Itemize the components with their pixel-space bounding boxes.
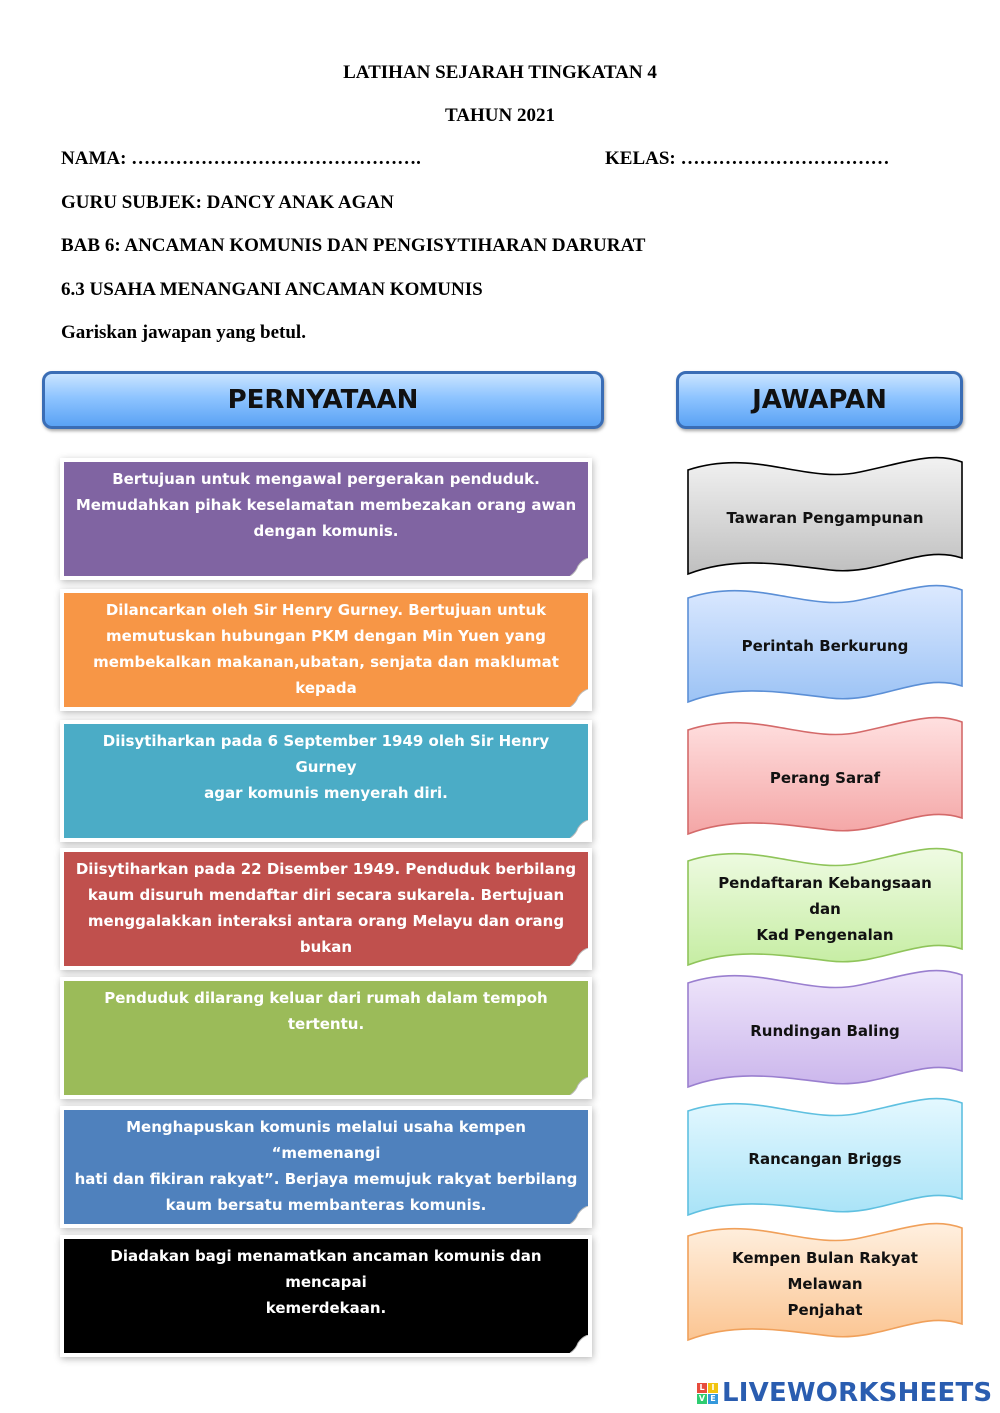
statement-text: Diisytiharkan pada 22 Disember 1949. Penduduk berbilang kaum disuruh mendaftar diri secara sukarela. Bertujuan menggalakkan interaksi antara orang Melayu dan orang bukan	[75, 860, 577, 956]
statement-text: Penduduk dilarang keluar dari rumah dalam tempoh tertentu.	[104, 989, 548, 1033]
worksheet-year: TAHUN 2021	[445, 105, 555, 126]
answer-label: Perintah Berkurung	[741, 637, 909, 655]
chapter-line: BAB 6: ANCAMAN KOMUNIS DAN PENGISYTIHARAN DARURAT	[61, 235, 646, 256]
answer-option[interactable]	[685, 714, 965, 842]
page-curl-icon	[566, 1206, 588, 1224]
statement-text: Dilancarkan oleh Sir Henry Gurney. Bertujuan untuk memutuskan hubungan PKM dengan Min Yuen yang membekalkan makanan,ubatan, senjata dan maklumat kepada	[93, 601, 559, 697]
answer-label: Pendaftaran Kebangsaan dan Kad Pengenalan	[718, 874, 932, 944]
statement-card	[64, 1239, 588, 1353]
answer-option[interactable]	[685, 582, 965, 710]
subtopic-line: 6.3 USAHA MENANGANI ANCAMAN KOMUNIS	[61, 279, 483, 300]
page-curl-icon	[566, 948, 588, 966]
page-curl-icon	[566, 1077, 588, 1095]
liveworksheets-logo-icon	[697, 1383, 718, 1404]
logo-letter-tile: I	[708, 1383, 718, 1393]
answer-label: Kempen Bulan Rakyat Melawan Penjahat	[732, 1249, 918, 1319]
name-field-label: NAMA: ……………………………………….	[61, 148, 421, 169]
statement-card	[64, 462, 588, 576]
answer-option[interactable]	[685, 454, 965, 582]
statement-card	[64, 981, 588, 1095]
page-curl-icon	[566, 820, 588, 838]
statement-text: Diadakan bagi menamatkan ancaman komunis dan mencapai kemerdekaan.	[110, 1247, 542, 1317]
statement-text: Menghapuskan komunis melalui usaha kempen “memenangi hati dan fikiran rakyat”. Berjaya memujuk rakyat berbilang kaum bersatu membanteras komunis.	[74, 1118, 578, 1214]
class-field-label: KELAS: ……………………………	[605, 148, 890, 169]
statement-card	[64, 1110, 588, 1224]
instruction-line: Gariskan jawapan yang betul.	[61, 322, 306, 343]
answer-option[interactable]	[685, 967, 965, 1095]
logo-letter-tile: V	[698, 1394, 706, 1403]
statement-card	[64, 724, 588, 838]
answer-label: Tawaran Pengampunan	[726, 509, 924, 527]
statement-text: Diisytiharkan pada 6 September 1949 oleh Sir Henry Gurney agar komunis menyerah diri.	[102, 732, 550, 802]
answer-label: Rancangan Briggs	[748, 1150, 902, 1168]
statement-card	[64, 852, 588, 966]
liveworksheets-logo	[697, 1378, 992, 1408]
answer-option[interactable]	[685, 1095, 965, 1223]
page-curl-icon	[566, 689, 588, 707]
answer-option[interactable]	[685, 845, 965, 973]
page-curl-icon	[566, 558, 588, 576]
worksheet-title: LATIHAN SEJARAH TINGKATAN 4	[343, 62, 657, 83]
logo-letter-tile: L	[697, 1383, 707, 1393]
teacher-line: GURU SUBJEK: DANCY ANAK AGAN	[61, 192, 394, 213]
logo-letter-tile: E	[708, 1394, 718, 1404]
page-curl-icon	[566, 1335, 588, 1353]
statement-text: Bertujuan untuk mengawal pergerakan penduduk. Memudahkan pihak keselamatan membezakan orang awan dengan komunis.	[75, 470, 577, 540]
answer-column-header: JAWAPAN	[676, 371, 963, 429]
answer-option[interactable]	[685, 1220, 965, 1348]
answer-label: Rundingan Baling	[750, 1022, 900, 1040]
statement-card	[64, 593, 588, 707]
answer-label: Perang Saraf	[769, 769, 881, 787]
statement-column-header: PERNYATAAN	[42, 371, 604, 429]
liveworksheets-wordmark: LIVEWORKSHEETS	[722, 1378, 993, 1408]
